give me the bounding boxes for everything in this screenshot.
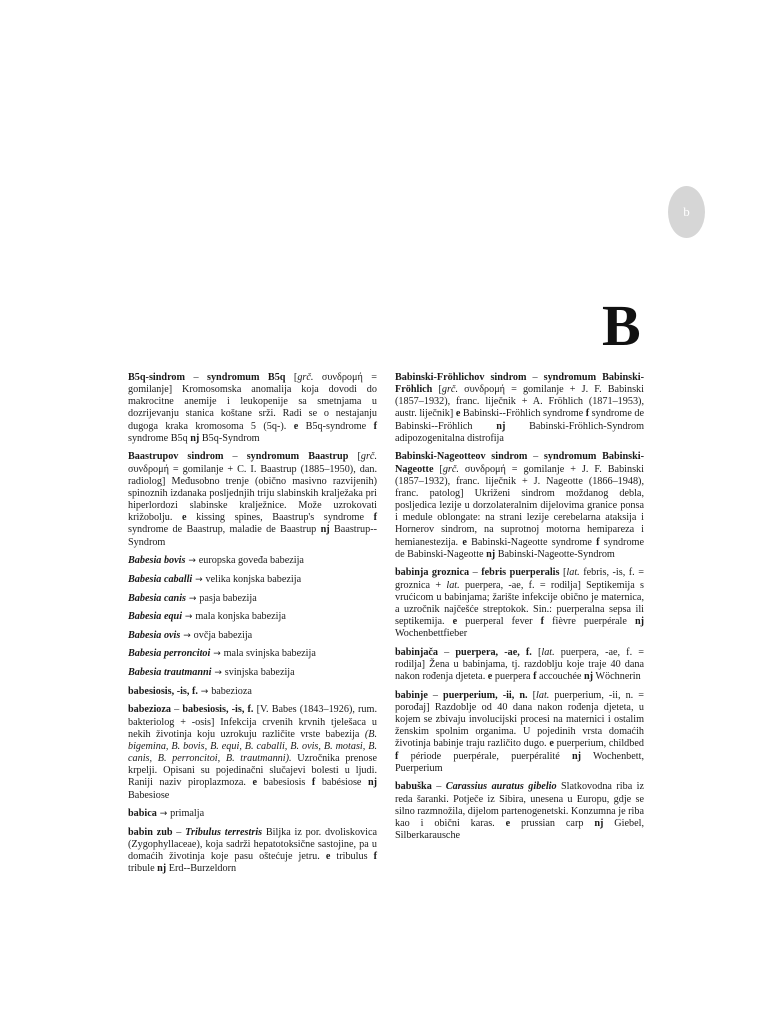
entry-term: Carassius auratus gibelio: [445, 781, 557, 793]
entry-text: συνδρομή = gomilanje] Kromosomska anomalija koja dovodi do makrocitne anemije i leukopenije sa smetnjama u dozrijevanju stanica koštane srži. Radi se o nestajanju dugoga kraka kromosoma 5 (5q-).: [128, 372, 378, 432]
entry-text: –: [526, 372, 544, 383]
dictionary-entry: [128, 808, 377, 820]
entry-text: lat.: [541, 646, 555, 658]
entry-text: –: [527, 451, 544, 463]
entry-term: babesiosis, -is, f.: [182, 704, 254, 716]
language-marker: f: [596, 536, 600, 548]
entry-term: febris puerperalis: [481, 567, 560, 579]
entry-text: grč.: [360, 451, 377, 463]
entry-text: febris, -is, f. = groznica +: [395, 567, 644, 591]
entry-headword: Babesia equi: [128, 611, 183, 623]
language-marker: e: [293, 420, 299, 432]
language-marker: e: [182, 512, 187, 524]
language-marker: nj: [190, 432, 200, 444]
entry-text: –: [431, 781, 446, 793]
entry-text: puerpera, -ae, f. = rodilja] Žena u babinjama, tj. razdoblju koje traje 40 dana nakon rođenja djeteta.: [395, 646, 644, 683]
entry-headword: babesiosis, -is, f.: [128, 685, 198, 697]
entry-text: Wöchnerin: [593, 671, 641, 683]
entry-text: –: [172, 826, 186, 838]
entry-text: B5q-Syndrom: [199, 432, 260, 444]
entry-text: svinjska babezija: [224, 667, 295, 679]
entry-headword: Babesia caballi: [128, 573, 193, 585]
entry-text: συνδρομή = gomilanje + J. F. Babinski (1857–1932), franc. liječnik + A. Fröhlich (1871–1953), austr. liječnik]: [395, 384, 644, 420]
entry-text: [: [285, 372, 298, 383]
dictionary-entry: [128, 555, 377, 567]
entry-text: [: [559, 567, 567, 579]
dictionary-entry: [395, 451, 644, 560]
entry-text: grč.: [442, 463, 459, 475]
language-marker: nj: [367, 777, 378, 789]
language-marker: e: [462, 536, 467, 548]
language-marker: f: [373, 420, 377, 432]
entry-text: –: [438, 646, 456, 658]
entry-text: Erd--Burzeldorn: [166, 863, 237, 875]
entry-headword: B5q-sindrom: [128, 372, 185, 383]
language-marker: f: [540, 615, 545, 627]
entry-term: syndromum Babinski-Fröhlich: [395, 372, 644, 396]
dictionary-entry: [128, 686, 377, 698]
entry-text: kissing spines, Baastrup's syndrome: [186, 512, 374, 524]
left-column: [128, 372, 377, 882]
entry-text: puerpera, -ae, f. = rodilja] Septikemija s vrućicom u babinjama; žarište infekcije obično je maternica, a uzročnik najčešće streptokok. Sin.: puerperalna sepsa ili septikemija.: [395, 579, 644, 627]
language-marker: e: [549, 738, 554, 750]
language-marker: nj: [583, 671, 594, 683]
language-marker: nj: [634, 615, 644, 627]
entry-text: grč.: [297, 372, 314, 383]
entry-text: europska goveđa babezija: [198, 555, 304, 567]
dictionary-entry: [128, 630, 377, 642]
entry-text: lat.: [536, 689, 550, 701]
entry-text: [: [433, 463, 443, 475]
entry-term: syndromum B5q: [207, 372, 286, 383]
language-marker: f: [395, 750, 399, 762]
entry-text: velika konjska babezija: [205, 573, 302, 585]
dictionary-entry: [128, 451, 377, 548]
entry-text: Giebel, Silberkarausche: [395, 817, 644, 841]
entry-text: –: [223, 451, 247, 463]
see-arrow: →: [210, 649, 224, 660]
entry-text: B5q-syndrome: [298, 420, 374, 432]
entry-term: syndromum Babinski-Nageotte: [395, 451, 645, 475]
entry-headword: Babesia perroncitoi: [128, 648, 211, 660]
entry-text: [: [527, 689, 537, 701]
entry-text: mala svinjska babezija: [223, 648, 316, 660]
entry-text: (B. bigemina, B. bovis, B. equi, B. caballi, B. ovis, B. motasi, B. canis, B. perroncitoi, B. trautmanni).: [128, 728, 377, 765]
language-marker: f: [373, 512, 377, 524]
entry-text: –: [427, 689, 444, 701]
right-column: [395, 372, 644, 849]
language-marker: f: [311, 777, 316, 789]
language-marker: f: [373, 851, 377, 863]
see-arrow: →: [185, 556, 199, 567]
entry-text: puerperium, -ii, n. = porođaj] Razdoblje od 40 dana nakon rođenja djeteta, u kojem se zbivaju involucijski procesi na maternici i ostalim ženskim spolnim organima. U pojedinih vrsta domaćih životinja babinje traju različito dugo.: [395, 689, 644, 750]
dictionary-entry: [395, 567, 644, 640]
entry-text: [: [432, 384, 442, 396]
entry-text: Wochenbettfieber: [395, 628, 468, 640]
see-arrow: →: [211, 668, 225, 679]
dictionary-entry: [128, 372, 377, 445]
entry-text: tribule: [128, 863, 158, 875]
entry-headword: Babinski-Fröhlichov sindrom: [395, 372, 527, 383]
entry-text: –: [185, 372, 207, 383]
entry-text: [: [531, 646, 542, 658]
entry-text: Babinski--Fröhlich syndrome: [460, 408, 586, 420]
entry-headword: babinja groznica: [395, 567, 470, 579]
section-tab-badge: [668, 186, 705, 238]
entry-term: puerperium, -ii, n.: [443, 689, 528, 701]
see-arrow: →: [186, 593, 200, 604]
dictionary-entry: [128, 648, 377, 660]
language-marker: nj: [486, 548, 496, 560]
dictionary-entry: [395, 647, 644, 683]
entry-text: puerperium, childbed: [553, 738, 644, 750]
entry-text: pasja babezija: [199, 592, 257, 604]
entry-text: babezioza: [211, 685, 252, 697]
entry-headword: babin zub: [128, 826, 173, 838]
language-marker: f: [585, 408, 590, 420]
entry-text: période puerpérale, puerpéralité: [398, 750, 572, 762]
language-marker: nj: [496, 420, 506, 432]
entry-text: babesiosis: [257, 777, 312, 789]
entry-term: syndromum Baastrup: [246, 451, 349, 463]
language-marker: e: [252, 777, 258, 789]
see-arrow: →: [180, 630, 194, 641]
dictionary-entry: [128, 667, 377, 679]
entry-text: Babesiose: [128, 789, 170, 801]
entry-term: puerpera, -ae, f.: [455, 646, 532, 658]
language-marker: e: [505, 817, 511, 829]
entry-headword: Baastrupov sindrom: [128, 451, 224, 463]
entry-text: Babinski-Nageotte syndrome: [466, 536, 597, 548]
dictionary-entry: [128, 593, 377, 605]
language-marker: nj: [320, 524, 330, 536]
entry-text: Biljka iz por. dvoliskovica (Zygophyllaceae), koja sadrži hepatotoksične sastojine, pa u domaćih životinja koje pasu oštećuje jetru.: [128, 826, 378, 863]
entry-text: Babinski-Nageotte-Syndrom: [495, 548, 615, 560]
see-arrow: →: [182, 612, 196, 623]
entry-text: grč.: [441, 384, 458, 396]
entry-text: puerpera: [492, 671, 534, 683]
language-marker: nj: [157, 863, 167, 875]
dictionary-entry: [128, 574, 377, 586]
entry-text: –: [469, 567, 482, 579]
entry-headword: Babesia trautmanni: [128, 667, 212, 679]
see-arrow: →: [156, 809, 171, 820]
language-marker: e: [455, 408, 461, 420]
language-marker: e: [325, 851, 331, 863]
entry-text: syndrome de Babinski--Fröhlich: [395, 408, 645, 432]
dictionary-entry: [395, 781, 644, 842]
entry-headword: Babesia canis: [128, 592, 187, 604]
entry-text: puerperal fever: [457, 615, 541, 627]
language-marker: f: [533, 671, 537, 683]
entry-headword: babinjača: [395, 646, 439, 658]
entry-text: syndrome de Babinski-Nageotte: [395, 536, 644, 560]
language-marker: e: [487, 671, 493, 683]
dictionary-entry: [128, 827, 377, 876]
entry-headword: Babinski-Nageotteov sindrom: [395, 451, 528, 463]
entry-text: Baastrup--Syndrom: [128, 524, 377, 548]
language-marker: nj: [571, 750, 582, 762]
dictionary-entry: [128, 611, 377, 623]
dictionary-entry: [128, 704, 377, 801]
entry-text: Wochenbett, Puerperium: [395, 750, 644, 774]
see-arrow: →: [197, 686, 212, 697]
entry-text: συνδρομή = gomilanje + J. F. Babinski (1857–1932), franc. liječnik + J. Nageotte (1866–1948), franc. patolog] Ukriženi sindrom moždanog debla, posljedica lezije u dorzolateralnim dijelovima granice ponsa i medule oblongate: na strani lezije cerebelarna ataksija i Hornerov sindrom, na suprotnoj motorna hemipareza i hemianestezija.: [395, 463, 644, 548]
entry-term: Tribulus terrestris: [185, 826, 263, 838]
entry-text: Babinski-Fröhlich-Syndrom adipozogenitalna distrofija: [395, 420, 645, 444]
entry-text: primalja: [170, 808, 205, 820]
entry-text: lat.: [446, 579, 460, 591]
entry-text: Uzročnika prenose krpelji. Opisani su pojedinačni slučajevi bolesti u ljudi. Raniji naziv piroplazmoza.: [128, 753, 377, 789]
entry-text: Slatkovodna riba iz reda šaranki. Potječe iz Sibira, unesena u Europu, gdje se silno razmnožila, dijelom partenogenetski. Konzumna je riba kao i obični karas.: [395, 781, 645, 829]
see-arrow: →: [192, 574, 206, 585]
entry-headword: babica: [128, 808, 157, 820]
language-marker: e: [452, 615, 458, 627]
entry-headword: babuška: [395, 781, 432, 793]
entry-headword: babinje: [395, 689, 428, 701]
entry-text: mala konjska babezija: [195, 611, 286, 623]
entry-text: fièvre puerpérale: [544, 615, 635, 627]
entry-text: babésiose: [315, 777, 368, 789]
dictionary-entry: [395, 690, 644, 775]
entry-text: –: [171, 704, 183, 716]
entry-headword: babezioza: [128, 704, 172, 716]
entry-headword: Babesia ovis: [128, 629, 181, 641]
section-tab-letter: b: [683, 204, 690, 219]
entry-text: syndrome de Baastrup, maladie de Baastrup: [128, 524, 321, 536]
entry-text: ovčja babezija: [193, 629, 253, 641]
section-heading-letter: B: [602, 293, 641, 358]
entry-text: συνδρομή = gomilanje + C. I. Baastrup (1885–1950), dan. radiolog] Međusobno trenje (obično masivno razvijenih) spinoznih izdanaka posljednjih triju slabinskih kralježaka pri hiperlordozi slabinske kralježnice. Može uzrokovati križobolju.: [128, 463, 377, 524]
entry-headword: Babesia bovis: [128, 555, 186, 567]
entry-text: accouchée: [536, 671, 584, 683]
dictionary-entry: [395, 372, 644, 445]
entry-text: [V. Babes (1843–1926), rum. bakteriolog + -osis] Infekcija crvenih krvnih tjelešaca u nekih životinja koju uzrokuju različite vrste babezija: [128, 704, 377, 740]
entry-text: prussian carp: [510, 817, 595, 829]
entry-text: lat.: [566, 567, 580, 579]
entry-text: [: [348, 451, 361, 463]
entry-text: syndrome B5q: [128, 432, 191, 444]
language-marker: nj: [594, 817, 604, 829]
entry-text: tribulus: [330, 851, 374, 863]
